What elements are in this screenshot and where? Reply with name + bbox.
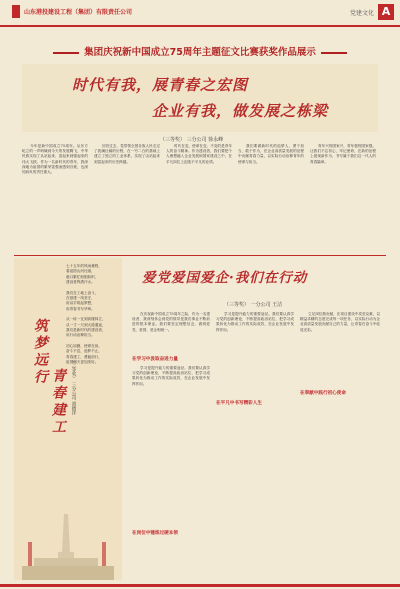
section-name: 党建文化 [349,10,374,17]
article1-byline: （三等奖） 三分公司 徐永峰 [160,137,224,143]
poem-line: 奋斗不息，追梦不止， [66,349,102,354]
poem-line: 祖国明天更加美好。 [66,360,99,365]
page-headline [0,44,400,58]
poem-line: 青春建工，勇毅前行， [66,354,102,359]
monument-illustration [14,512,122,580]
article2-subheading-1: 在学习中汲取奋进力量 [132,357,178,362]
headline-rule-right [321,52,347,54]
poem-line: 七十五年的风雨兼程， [66,264,102,268]
poem-byline: （三等奖） 三分公司 胡德洋 [71,358,76,415]
page-header [0,0,400,27]
poem-line: 我们在工地上奋斗， [66,290,99,295]
article2-column-1b: 学习是提升能力的重要途径。我们要认真学习党的创新理论，不断提高政治站位，把学习成果转化为推动工作的实际成效，在企业发展中发挥作用。 [132,366,210,386]
page-badge: A [378,4,394,20]
article1-column-2: 回首过去，党带领全国各族人民走过了波澜壮阔的历程，在一穷二白的基础上建立了独立的工业体系，实现了由站起来到富起来的历史跨越。 [94,144,160,164]
poem-line: 用双手筑起梦想， [66,301,95,306]
footer-rule [0,584,400,587]
article1-column-3: 时代在变，使命在变，不变的是青年人的奋斗精神。作为建设者，我们要把个人理想融入企业发展和国家建设之中，在平凡岗位上创造不平凡的业绩。 [166,144,232,164]
article2-title-banner [128,258,386,298]
poem-line: 我们是新时代的建设者， [66,328,106,333]
article1-column-4: 我们要做新时代的追梦人，勇于担当，敢于作为，在企业高质量发展的征程中贡献青春力量，以实际行动诠释青年的使命与担当。 [238,144,304,164]
poem-line: 港口繁忙船舶如织， [66,274,99,279]
article2-subheading-3: 在平凡中书写精彩人生 [216,401,262,406]
poem-title-a: 筑梦远行 [32,318,48,386]
poem-line: 从一寸一尺到大道通途， [66,322,106,327]
article2-subheading-4: 在奉献中践行初心使命 [300,391,346,396]
headline-text: 集团庆祝新中国成立75周年主题征文比赛获奖作品展示 [84,47,316,58]
headline-rule-left [53,52,79,54]
poem-line: 看祖国山河壮丽， [66,269,95,274]
poem-line: 从一砖一瓦到高楼林立， [66,317,106,322]
poem-line: 用行动诠释担当。 [66,333,95,338]
article1-column-1: 今年是新中国成立75周年。从东方屹立的一声呐喊到今天的发展腾飞，中华民族实现了从站起来、富起来到强起来的伟大飞跃。作为一名新时代的青年，我深深地为祖国的繁荣富强而感到自豪，也深知肩负的责任重大。 [22,144,88,175]
poem-line: 建设者挥洒汗水。 [66,280,95,285]
poem-text [66,264,120,366]
article2-subheading-2: 在岗位中锤炼过硬本领 [132,531,178,536]
article2-title: 爱党爱国爱企·我们在行动 [142,270,308,286]
article1-title-line1: 时代有我，展青春之宏图 [72,76,249,94]
poem-line: 在基建一线坚守， [66,296,95,301]
article2-column-1: 在庆祝新中国成立75周年之际，作为一名建设者，我深刻体会到党的领导是我们事业不断前进的根本保证。我们要坚定理想信念，做到爱党、爱国、爱企相统一。 [132,312,210,332]
article2-byline: （三等奖） 一分公司 王洁 [224,302,283,308]
poem-line: 用青春书写华章。 [66,306,95,311]
poem-title-b: 青春建工 [50,368,66,436]
header-accent-bar [12,5,20,18]
paper-name: 山东港投建设工程（集团）有限责任公司 [24,9,133,16]
article2-column-3: 立足岗位做贡献，在项目建设中攻坚克难，以精益求精的态度完成每一项任务，以实际行动为企业高质量发展贡献自己的力量，让青春在奋斗中绽放光彩。 [300,312,380,332]
poem-line: 初心如磐，使命在肩， [66,343,102,348]
section-divider [14,255,386,256]
article2-column-2: 学习是提升能力的重要途径。我们要认真学习党的创新理论，不断提高政治站位，把学习成果转化为推动工作的实际成效，在企业发展中发挥作用。 [216,312,294,332]
article1-column-5: 青年兴则国家兴，青年强则国家强。让我们不忘初心，牢记使命，在新的征程上展现新作为，书写属于我们这一代人的青春篇章。 [310,144,376,164]
article1-title-line2: 企业有我，做发展之栋梁 [152,102,329,120]
article1-title-banner [22,64,378,132]
